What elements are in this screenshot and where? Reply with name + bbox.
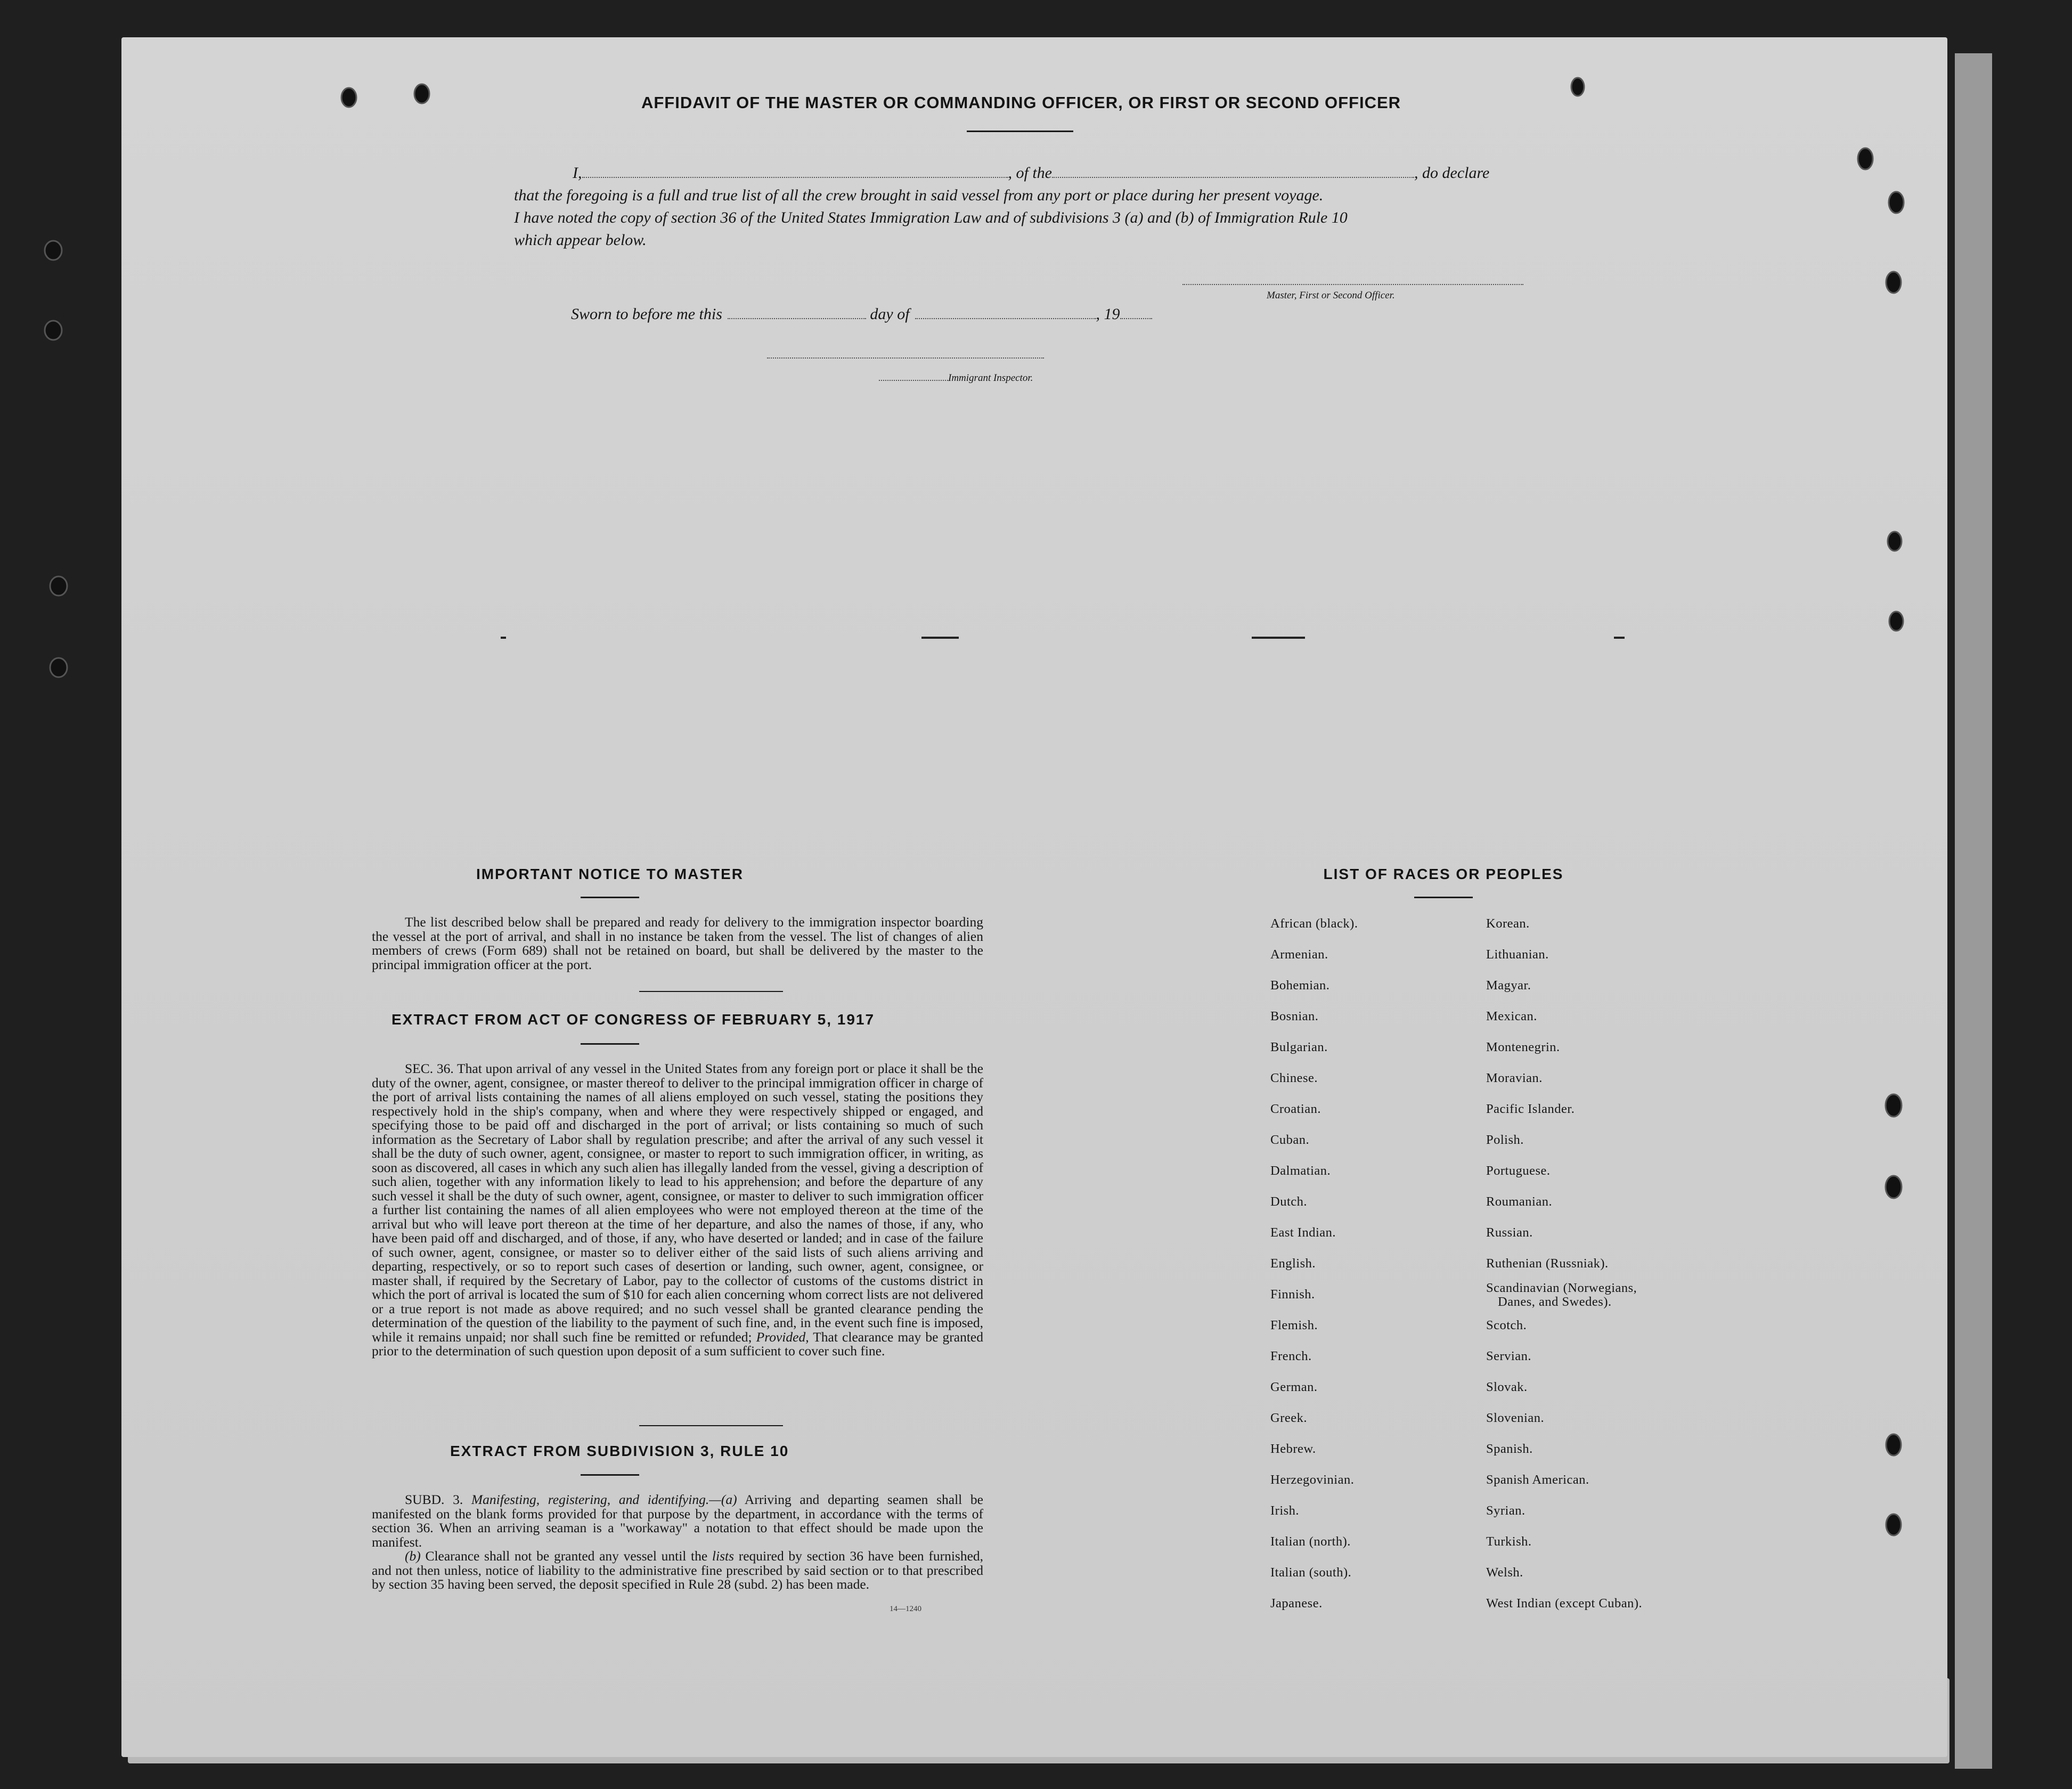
affidavit-title-rule <box>967 131 1073 132</box>
race-item: Moravian. <box>1486 1071 1543 1085</box>
affidavit-line-4: which appear below. <box>514 231 647 249</box>
race-item: Servian. <box>1486 1349 1531 1363</box>
inspector-label: Immigrant Inspector. <box>948 372 1033 384</box>
rule-subd-a <box>372 1493 983 1549</box>
race-item: Mexican. <box>1486 1009 1537 1023</box>
sworn-day-of: day of <box>870 305 910 323</box>
affidavit-do-declare: , do declare <box>1414 164 1490 182</box>
affidavit-title: AFFIDAVIT OF THE MASTER OR COMMANDING OFFICER, OR FIRST OR SECOND OFFICER <box>641 93 1401 112</box>
race-item: Danes, and Swedes). <box>1498 1295 1612 1309</box>
race-item: African (black). <box>1270 916 1358 931</box>
race-item: West Indian (except Cuban). <box>1486 1596 1643 1611</box>
race-item: Scotch. <box>1486 1318 1527 1332</box>
affidavit-of-the: , of the <box>1008 164 1052 182</box>
sworn-line <box>571 304 1152 325</box>
race-item: Turkish. <box>1486 1534 1532 1549</box>
race-item: Dutch. <box>1270 1194 1307 1209</box>
races-title: LIST OF RACES OR PEOPLES <box>1323 866 1564 882</box>
race-item: Spanish. <box>1486 1442 1533 1456</box>
race-item: East Indian. <box>1270 1225 1336 1240</box>
affidavit-line-2: that the foregoing is a full and true list of all the crew brought in said vessel from any port or place during her present voyage. <box>514 186 1324 204</box>
sworn-month-field[interactable] <box>915 318 1096 319</box>
form-number: 14—1240 <box>890 1605 921 1613</box>
race-item: Japanese. <box>1270 1596 1323 1611</box>
race-item: Russian. <box>1486 1225 1533 1240</box>
race-item: Greek. <box>1270 1411 1307 1425</box>
inspector-signature-line[interactable] <box>767 357 1044 359</box>
race-item: Hebrew. <box>1270 1442 1316 1456</box>
race-item: Bulgarian. <box>1270 1040 1328 1054</box>
race-item: Ruthenian (Russniak). <box>1486 1256 1609 1271</box>
race-item: Welsh. <box>1486 1565 1523 1580</box>
sworn-year-field[interactable] <box>1120 318 1152 319</box>
race-item: Roumanian. <box>1486 1194 1553 1209</box>
race-item: Spanish American. <box>1486 1473 1589 1487</box>
notice-title-rule <box>581 897 639 898</box>
race-item: Cuban. <box>1270 1133 1310 1147</box>
rule-title: EXTRACT FROM SUBDIVISION 3, RULE 10 <box>450 1443 789 1459</box>
signature-label: Master, First or Second Officer. <box>1267 290 1395 301</box>
notice-body: The list described below shall be prepared and ready for delivery to the immigration inspector boarding the vessel at the port of arrival, and shall in no instance be taken from the vessel. The list of changes of alien members of crews (Form 689) shall not be retained on board, but shall be delivered by the master to the principal immigration officer at the port. <box>372 914 983 972</box>
race-item: Chinese. <box>1270 1071 1318 1085</box>
race-item: Lithuanian. <box>1486 947 1549 962</box>
act-separator <box>639 1425 783 1426</box>
race-item: Flemish. <box>1270 1318 1318 1332</box>
race-item: Irish. <box>1270 1503 1300 1518</box>
rule-subd-heading: Manifesting, registering, and identifying.—(a) <box>471 1492 737 1507</box>
rule-b-label: (b) <box>405 1548 421 1564</box>
affidavit-line-1 <box>573 162 1489 184</box>
act-proviso-rest: That clearance may be granted prior to the determination of such question upon deposit of a sum sufficient to cover such fine. <box>372 1329 983 1359</box>
sworn-label: Sworn to before me this <box>571 305 722 323</box>
rule-title-rule <box>581 1474 639 1476</box>
race-item: French. <box>1270 1349 1312 1363</box>
races-title-rule <box>1414 897 1473 898</box>
race-item: Armenian. <box>1270 947 1328 962</box>
notice-separator <box>639 991 783 992</box>
rule-para-b-lists: lists <box>712 1548 735 1564</box>
race-item: Portuguese. <box>1486 1164 1551 1178</box>
race-item: Finnish. <box>1270 1287 1315 1302</box>
act-proviso-word: Provided, <box>756 1329 809 1345</box>
race-item: Polish. <box>1486 1133 1524 1147</box>
race-item: Korean. <box>1486 916 1530 931</box>
rule-para-b2: required by section 36 have been furnished, and not then unless, notice of liability to the administrative fine prescribed by said section or to that prescribed by section 35 having been served, the deposit specified in Rule 28 (subd. 2) has been made. <box>372 1548 984 1592</box>
rule-subd-label: SUBD. 3. <box>405 1492 463 1507</box>
act-section-36 <box>372 1062 983 1359</box>
affidavit-i-label: I, <box>573 164 582 182</box>
vessel-name-field[interactable] <box>1052 176 1414 178</box>
race-item: Montenegrin. <box>1486 1040 1560 1054</box>
race-item: Dalmatian. <box>1270 1164 1331 1178</box>
sworn-day-field[interactable] <box>728 318 866 319</box>
notice-title: IMPORTANT NOTICE TO MASTER <box>476 866 744 882</box>
race-item: Magyar. <box>1486 978 1531 993</box>
inspector-name-line[interactable] <box>879 379 948 381</box>
race-item: Herzegovinian. <box>1270 1473 1355 1487</box>
rule-para-b1: Clearance shall not be granted any vessel until the <box>425 1548 708 1564</box>
race-item: English. <box>1270 1256 1316 1271</box>
sworn-year-prefix: , 19 <box>1096 305 1120 323</box>
race-item: Croatian. <box>1270 1102 1321 1116</box>
race-item: Slovak. <box>1486 1380 1528 1394</box>
race-item: Pacific Islander. <box>1486 1102 1575 1116</box>
race-item: Italian (north). <box>1270 1534 1351 1549</box>
race-item: Syrian. <box>1486 1503 1526 1518</box>
race-item: German. <box>1270 1380 1318 1394</box>
race-item: Slovenian. <box>1486 1411 1545 1425</box>
race-item: Italian (south). <box>1270 1565 1352 1580</box>
act-body: SEC. 36. That upon arrival of any vessel in the United States from any foreign port or place it shall be the duty of the owner, agent, consignee, or master thereof to deliver to the principal immigration officer in charge of the port of arrival lists containing the names of all aliens employed on such vessel, stating the positions they respectively hold in the ship's company, when and where they were respectively shipped or engaged, and specifying those to be paid off and discharged in the port of arrival; or lists containing so much of such information as the Secretary of Labor shall by regulation prescribe; and after the arrival of any such vessel it shall be the duty of such owner, agent, consignee, or master to report to such immigration officer, in writing, as soon as discovered, all cases in which any such alien has illegally landed from the vessel, giving a description of such alien, together with any information likely to lead to his apprehension; and before the departure of any such vessel it shall be the duty of such owner, agent, consignee, or master to deliver to such immigration officer a further list containing the names of all alien employees who were not employed thereon at the time of the arrival but who will leave port thereon at the time of her departure, and also the names of those, if any, who have been paid off and discharged, and of those, if any, who have deserted or landed; and in case of the failure of such owner, agent, consignee, or master so to deliver either of the said lists of such aliens arriving and departing, respectively, or so to report such cases of desertion or landing, such owner, agent, consignee, or master shall, if required by the Secretary of Labor, pay to the collector of customs of the customs district in which the port of arrival is located the sum of $10 for each alien concerning whom correct lists are not delivered or a true report is not made as above required; and no such vessel shall be granted clearance pending the determination of the question of the liability to the payment of such fine, and, in the event such fine is imposed, while it remains unpaid; nor shall such fine be remitted or refunded; <box>372 1061 983 1345</box>
race-item: Scandinavian (Norwegians, <box>1486 1281 1637 1295</box>
officer-name-field[interactable] <box>582 176 1008 178</box>
race-item: Bosnian. <box>1270 1009 1319 1023</box>
affidavit-line-3: I have noted the copy of section 36 of the United States Immigration Law and of subdivisions 3 (a) and (b) of Immigration Rule 10 <box>514 209 1348 226</box>
rule-subd-b <box>372 1549 983 1592</box>
race-item: Bohemian. <box>1270 978 1330 993</box>
act-title-rule <box>581 1043 639 1045</box>
act-title: EXTRACT FROM ACT OF CONGRESS OF FEBRUARY 5, 1917 <box>391 1011 875 1028</box>
rule-para-a: Arriving and departing seamen shall be manifested on the blank forms provided for that purpose by the department, in accordance with the terms of section 36. When an arriving seaman is a "workaway" a notation to that effect should be made upon the manifest. <box>372 1492 983 1550</box>
